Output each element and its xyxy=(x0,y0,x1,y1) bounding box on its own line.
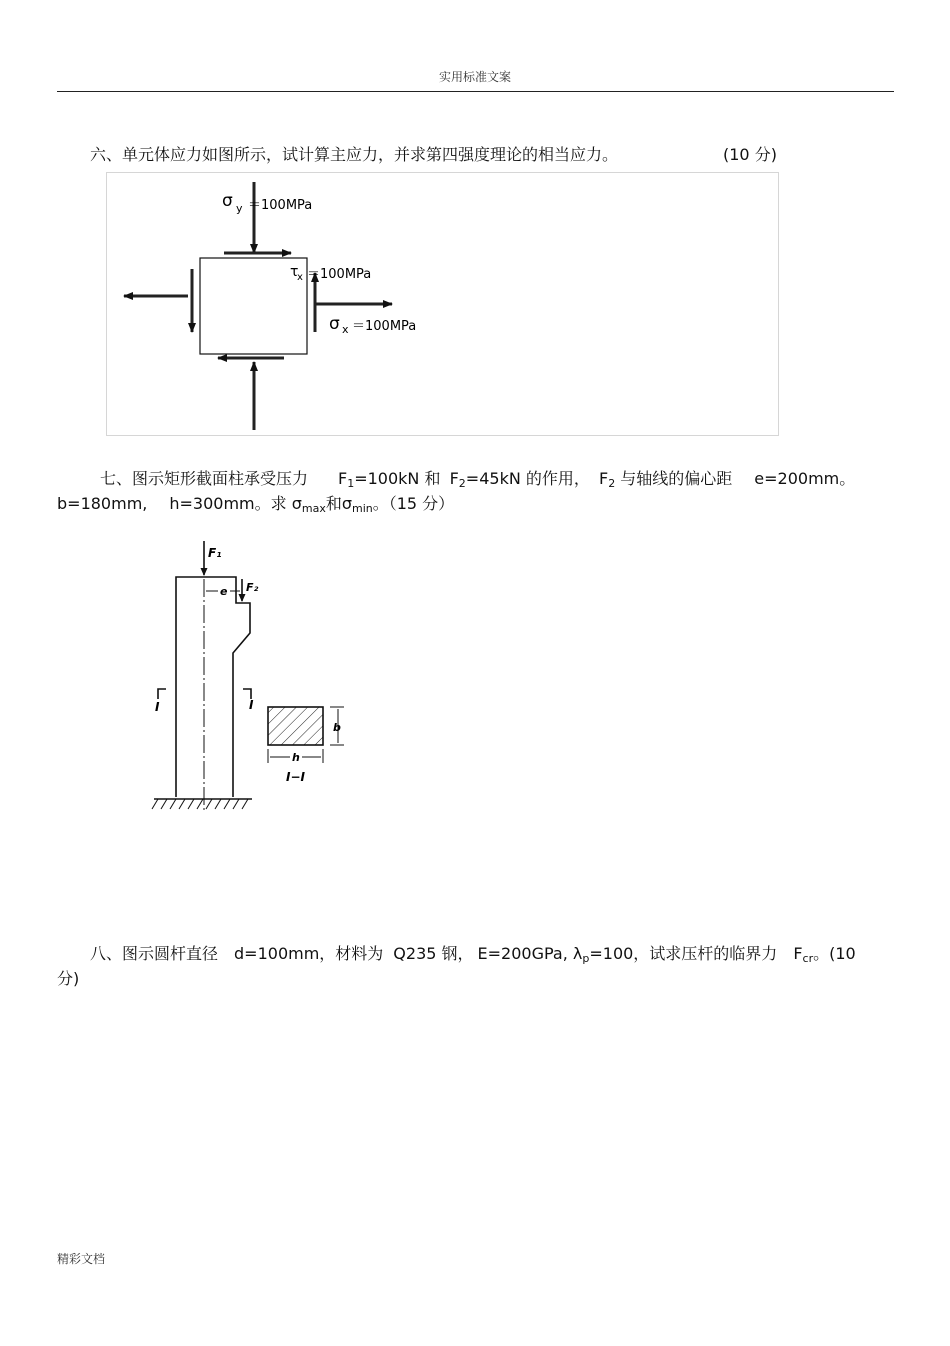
q7-force-f2-ref: F xyxy=(598,469,609,488)
q7-text-part-1: 七、图示矩形截面柱承受压力 xyxy=(100,469,309,488)
q7-force-f2-subscript: 2 xyxy=(458,477,466,490)
question-8-line-1 xyxy=(90,942,856,971)
q7-eccentricity: e=200mm。 xyxy=(754,469,856,488)
q7-sigma-min-subscript: min xyxy=(351,502,373,515)
page-header-title: 实用标准文案 xyxy=(438,70,511,84)
question-6-score: (10 分) xyxy=(723,145,777,164)
tau-x-symbol: τ xyxy=(290,264,299,280)
sigma-y-subscript: y xyxy=(236,202,243,215)
question-6-text: 六、单元体应力如图所示，试计算主应力，并求第四强度理论的相当应力。 xyxy=(90,145,619,164)
q8-text-part-1: 八、图示圆杆直径 xyxy=(90,944,219,963)
q7-force-f1-subscript: 1 xyxy=(347,477,355,490)
sigma-y-value: ＝100MPa xyxy=(248,198,313,213)
dimension-b-label: b xyxy=(333,721,341,734)
q8-critical-force-subscript: cr xyxy=(802,952,814,965)
q7-text-part-3: =45kN 的作用， xyxy=(465,469,590,488)
section-mark-left-label: I xyxy=(155,700,160,714)
section-name-label: I−I xyxy=(286,770,305,784)
tau-x-value: ＝100MPa xyxy=(307,267,372,282)
column-outline xyxy=(176,577,250,797)
section-mark-left xyxy=(158,689,166,699)
q8-modulus: E=200GPa, xyxy=(477,944,568,963)
sigma-x-value: ＝100MPa xyxy=(352,319,417,334)
force-f2-label: F₂ xyxy=(246,581,259,594)
q7-force-f1: F xyxy=(338,469,348,488)
section-mark-right-label: I xyxy=(249,698,254,712)
q7-text-part-4: 与轴线的偏心距 xyxy=(620,469,733,488)
column-diagram xyxy=(140,535,370,820)
q8-critical-force: F xyxy=(793,944,803,963)
dimension-h-label: h xyxy=(292,751,300,764)
q7-force-f2-ref-subscript: 2 xyxy=(608,477,616,490)
q8-text-part-5: =100，试求压杆的临界力 xyxy=(589,944,778,963)
q7-width-b: b=180mm, xyxy=(57,494,148,513)
q7-sigma-max: σ xyxy=(291,494,302,513)
q8-lambda: λ xyxy=(572,944,583,963)
q7-sigma-max-subscript: max xyxy=(301,502,326,515)
q7-score: 。（15 分） xyxy=(372,494,455,513)
q8-lambda-subscript: p xyxy=(582,952,590,965)
tau-x-subscript: x xyxy=(297,272,303,283)
sigma-x-symbol: σ xyxy=(329,314,340,334)
header-divider xyxy=(57,91,894,92)
q7-and: 和 xyxy=(325,494,342,513)
q8-diameter: d=100mm，材料为 xyxy=(234,944,384,963)
question-7-line-2 xyxy=(57,492,454,521)
ground-hatch xyxy=(152,799,248,809)
force-f1-label: F₁ xyxy=(208,546,222,560)
q8-material: Q235 钢， xyxy=(393,944,474,963)
q7-height-h: h=300mm。求 xyxy=(169,494,287,513)
sigma-x-subscript: x xyxy=(342,323,349,336)
question-8-line-2: 分) xyxy=(57,969,80,988)
q7-text-part-2: =100kN 和 xyxy=(354,469,441,488)
page-footer-text: 精彩文档 xyxy=(57,1252,106,1266)
eccentricity-label: e xyxy=(220,585,228,598)
sigma-y-symbol: σ xyxy=(222,191,233,211)
cross-section-rect xyxy=(268,707,323,745)
q7-sigma-min: σ xyxy=(341,494,352,513)
q7-force-f2: F xyxy=(449,469,459,488)
q8-score-part-1: 。(10 xyxy=(813,944,856,963)
stress-element-diagram xyxy=(106,172,779,436)
